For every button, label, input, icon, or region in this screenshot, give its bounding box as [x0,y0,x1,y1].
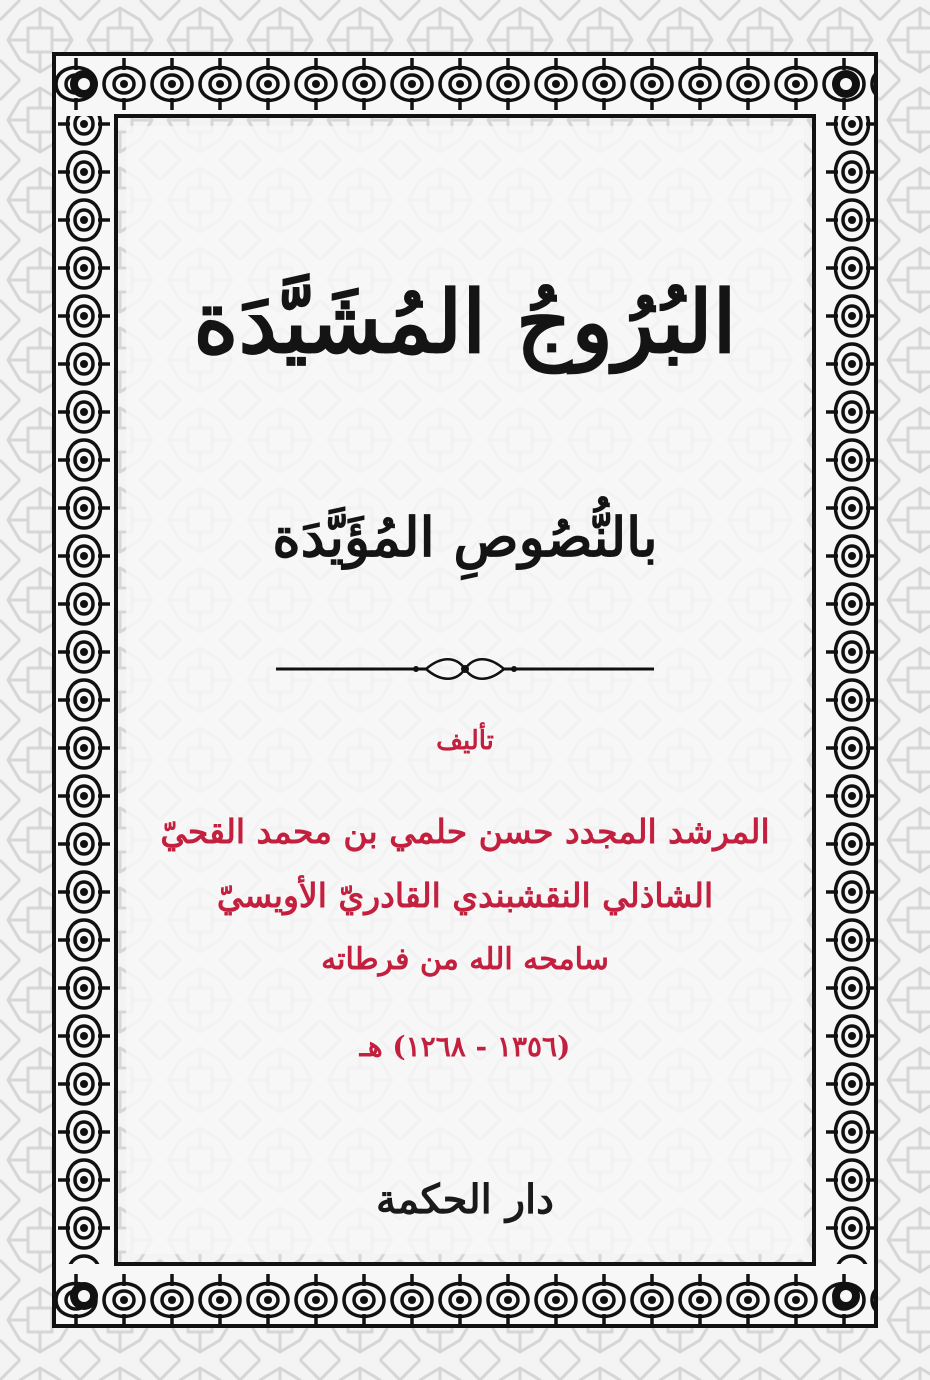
author-label: تأليف [436,726,494,756]
author-name-line-3: سامحه الله من فرطاته [321,942,609,977]
book-subtitle: بالنُّصُوصِ المُؤَيَّدَة [272,505,658,569]
ornamental-divider [276,654,654,684]
author-name-line-2: الشاذلي النقشبندي القادريّ الأويسيّ [216,876,714,915]
author-dates: (١٣٥٦ - ١٢٦٨) هـ [359,1030,571,1063]
book-title: البُرُوجُ المُشَيَّدَة [193,272,737,373]
cover-content [126,126,804,1254]
publisher-name: دار الحكمة [376,1176,554,1223]
author-name-line-1: المرشد المجدد حسن حلمي بن محمد القحيّ [160,812,770,851]
